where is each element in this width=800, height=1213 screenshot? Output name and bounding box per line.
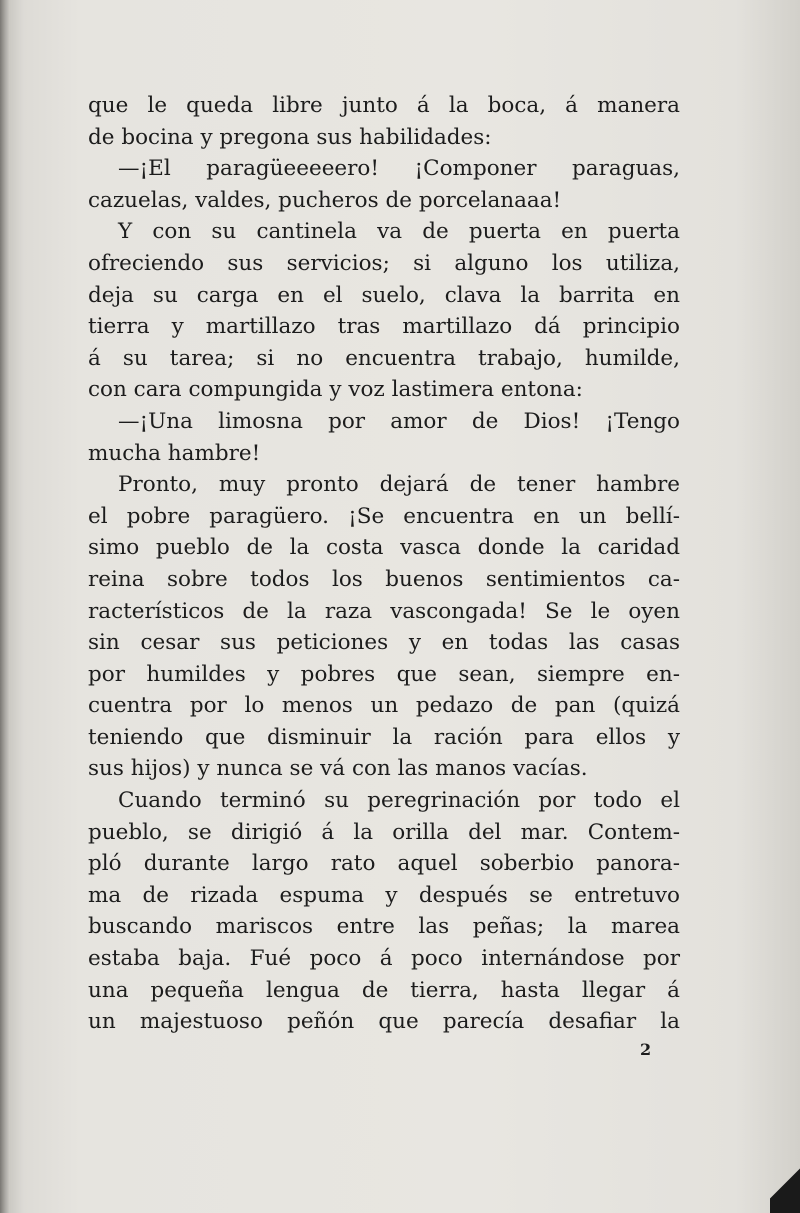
text-line: pueblo, se dirigió á la orilla del mar. Contem- <box>88 819 680 845</box>
text-line: una pequeña lengua de tierra, hasta llegar á <box>88 977 680 1003</box>
text-line: el pobre paragüero. ¡Se encuentra en un bellí- <box>88 503 680 529</box>
text-line: que le queda libre junto á la boca, á manera <box>88 93 680 118</box>
text-line: cazuelas, valdes, pucheros de porcelanaaa! <box>88 187 562 213</box>
page-binding-edge <box>0 0 10 1213</box>
page-body-text <box>88 90 680 1038</box>
text-line: pló durante largo rato aquel soberbio panora- <box>88 851 680 877</box>
text-line: Cuando terminó su peregrinación por todo el <box>118 788 680 814</box>
text-line: racterísticos de la raza vascongada! Se le oyen <box>88 598 680 624</box>
text-line: un majestuoso peñón que parecía desafiar la <box>88 1009 680 1035</box>
text-line: Y con su cantinela va de puerta en puerta <box>118 219 680 245</box>
text-line: estaba baja. Fué poco á poco internándose por <box>88 946 680 972</box>
text-line: sus hijos) y nunca se vá con las manos vacías. <box>88 756 588 782</box>
text-line: simo pueblo de la costa vasca donde la caridad <box>88 535 680 561</box>
text-line: con cara compungida y voz lastimera entona: <box>88 377 583 403</box>
text-line: sin cesar sus peticiones y en todas las casas <box>88 630 680 656</box>
text-line: tierra y martillazo tras martillazo dá principio <box>88 314 680 340</box>
text-line: á su tarea; si no encuentra trabajo, humilde, <box>88 345 680 371</box>
text-line: buscando mariscos entre las peñas; la marea <box>88 914 680 940</box>
text-line: reina sobre todos los buenos sentimientos ca- <box>88 566 680 592</box>
text-line: de bocina y pregona sus habilidades: <box>88 124 492 150</box>
text-line: teniendo que disminuir la ración para ellos y <box>88 724 680 750</box>
page-number: 2 <box>640 1040 652 1059</box>
text-line: —¡Una limosna por amor de Dios! ¡Tengo <box>118 408 680 434</box>
text-line: deja su carga en el suelo, clava la barrita en <box>88 282 680 308</box>
text-line: por humildes y pobres que sean, siempre en- <box>88 661 680 687</box>
text-line: cuentra por lo menos un pedazo de pan (quizá <box>88 693 680 719</box>
page-corner-shadow <box>770 1153 800 1213</box>
text-line: mucha hambre! <box>88 440 261 466</box>
text-line: ma de rizada espuma y después se entretuvo <box>88 882 680 908</box>
text-line: Pronto, muy pronto dejará de tener hambre <box>118 472 680 498</box>
text-line: —¡El paragüeeeeero! ¡Componer paraguas, <box>118 156 680 182</box>
text-line: ofreciendo sus servicios; si alguno los utiliza, <box>88 250 680 276</box>
